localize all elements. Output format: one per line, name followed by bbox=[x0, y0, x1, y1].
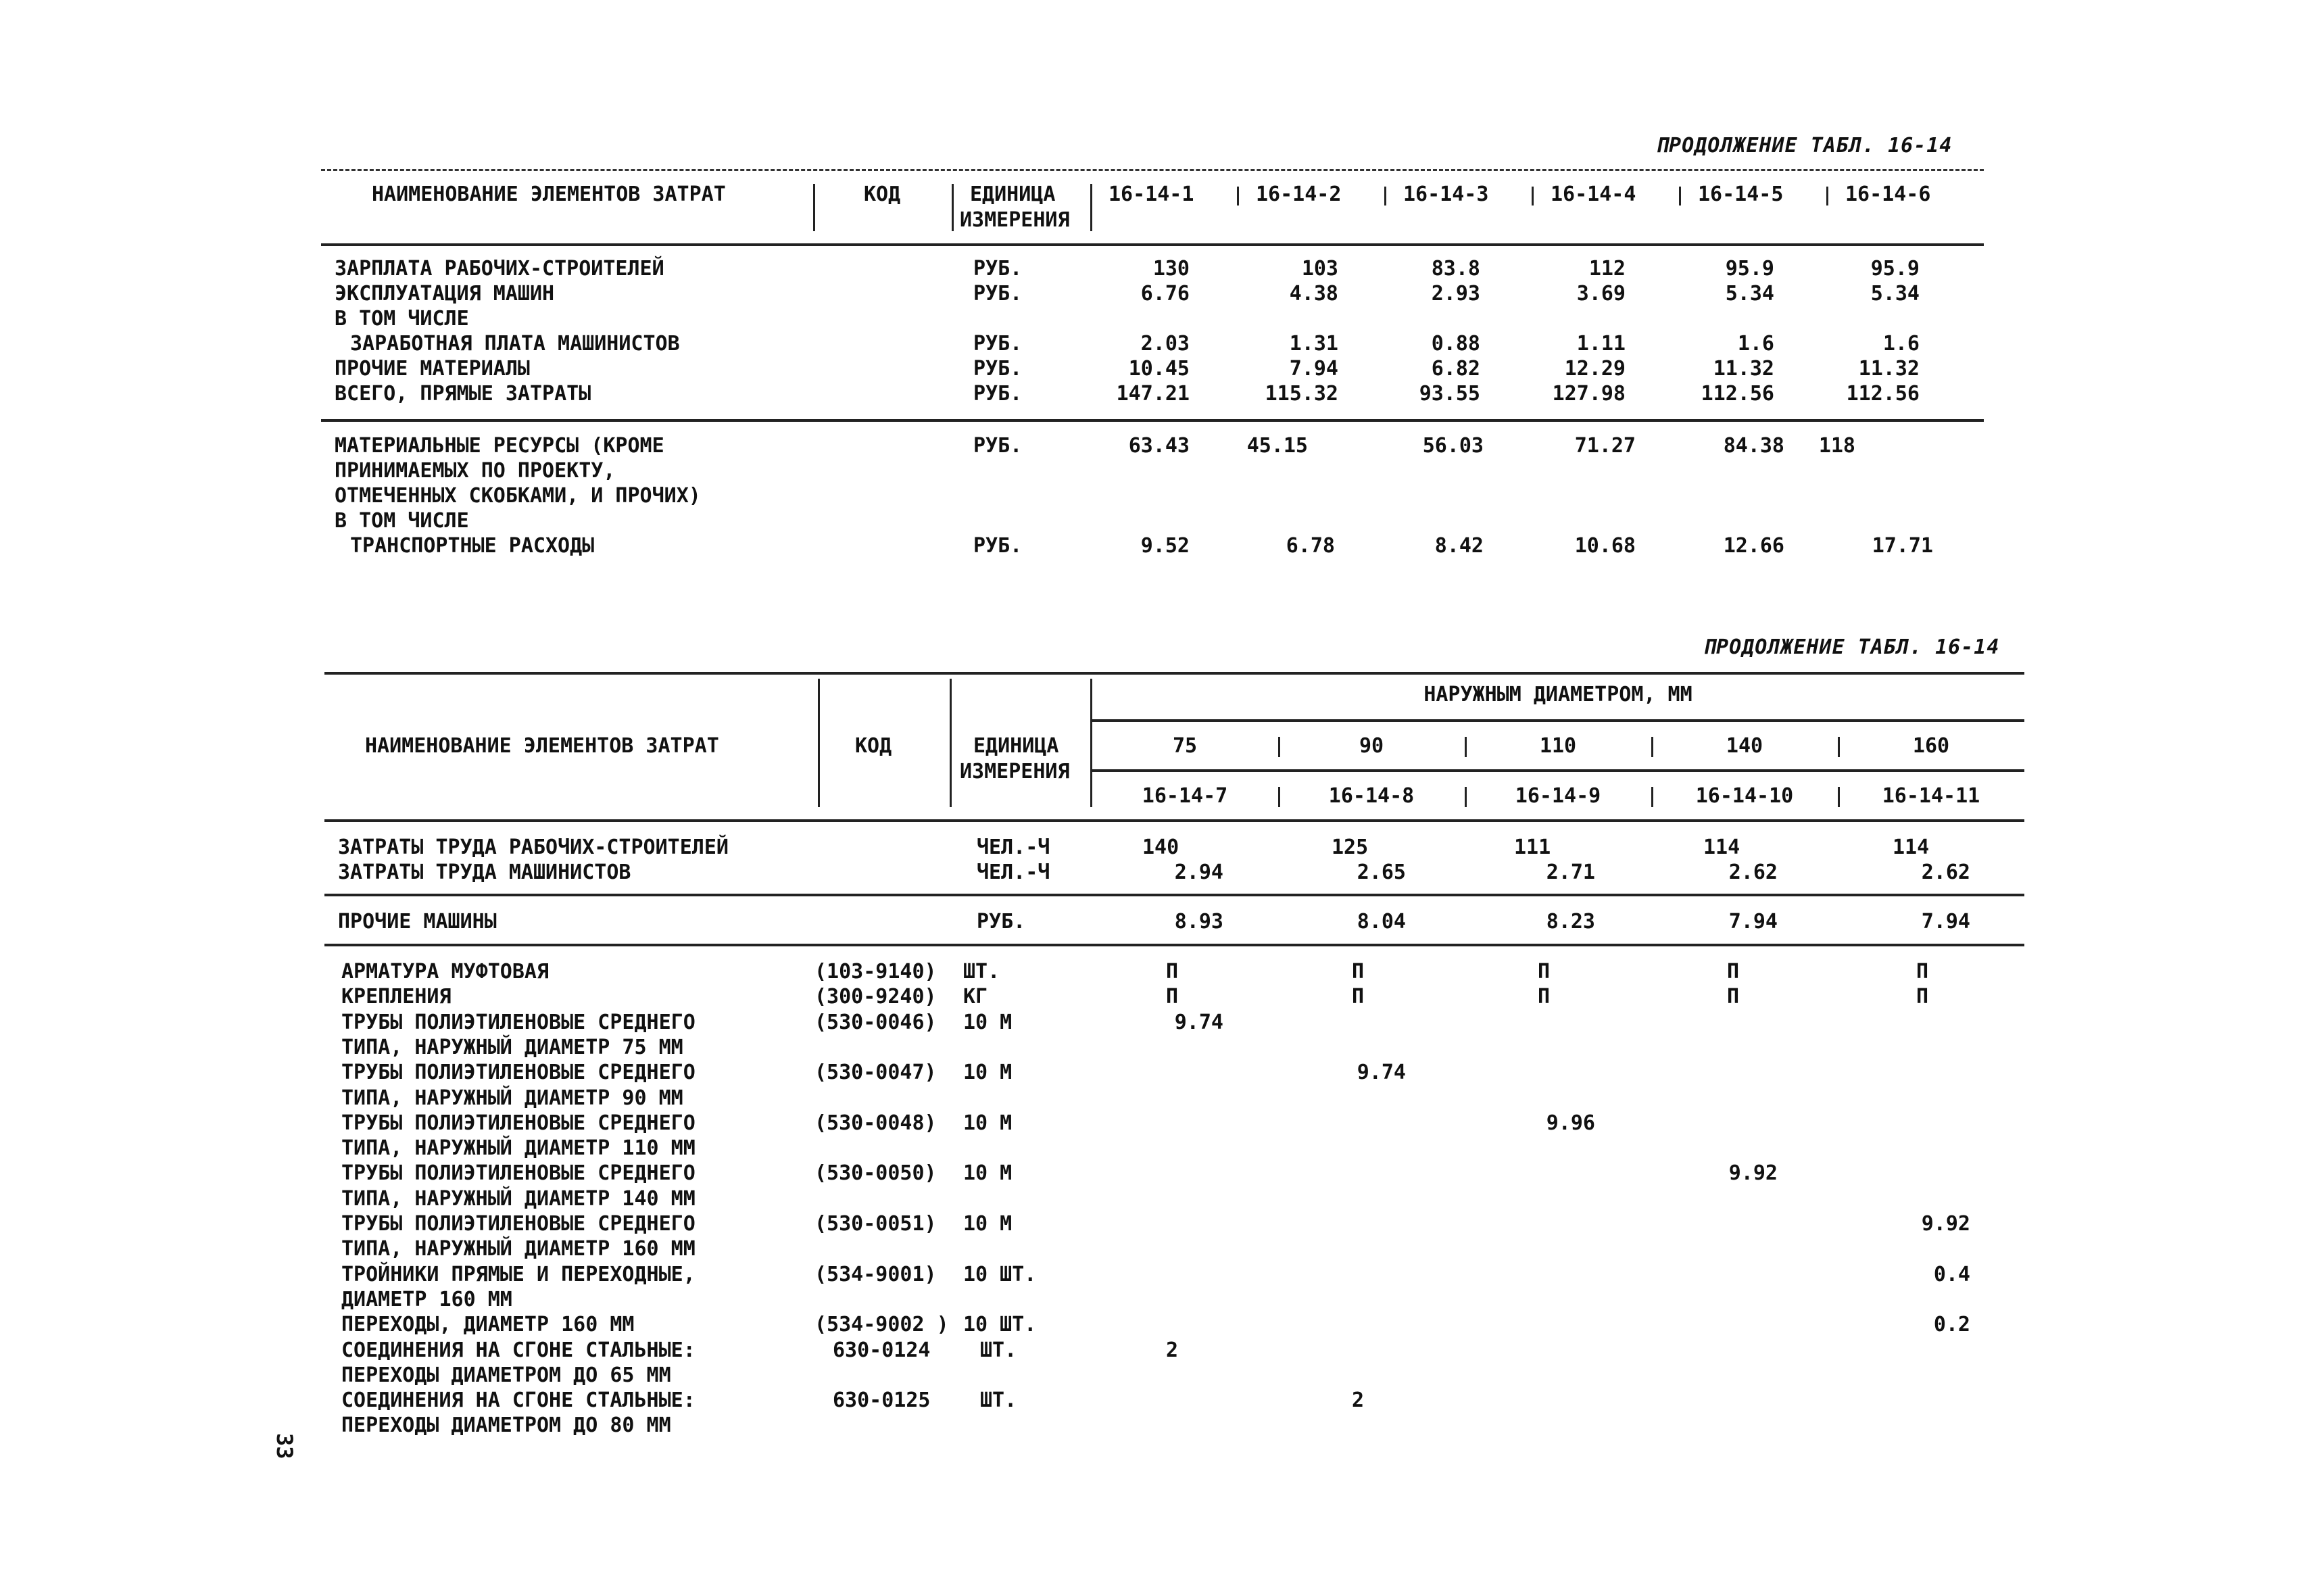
table2-material-name: АРМАТУРА МУФТОВАЯ bbox=[341, 960, 550, 984]
table1-cell: 130 bbox=[1152, 257, 1190, 281]
table2-material-unit: 10 М bbox=[963, 1212, 1013, 1236]
table2-header-divider bbox=[1278, 737, 1280, 757]
table2-header-divider bbox=[1278, 787, 1280, 807]
table2-labor-cell: 114 bbox=[1703, 836, 1740, 859]
page-number: 33 bbox=[272, 1433, 297, 1459]
table2-header-name: НАИМЕНОВАНИЕ ЭЛЕМЕНТОВ ЗАТРАТ bbox=[365, 734, 719, 758]
table2-material-cell: 9.96 bbox=[1546, 1111, 1595, 1135]
table2-header-col-3: 16-14-9 bbox=[1515, 784, 1601, 808]
table2-material-name: ТРУБЫ ПОЛИЭТИЛЕНОВЫЕ СРЕДНЕГО bbox=[341, 1061, 696, 1085]
table2-material-name: КРЕПЛЕНИЯ bbox=[341, 985, 452, 1009]
table2-material-cell: 9.92 bbox=[1921, 1212, 1970, 1236]
table1-row-name: ПРОЧИЕ МАТЕРИАЛЫ bbox=[335, 357, 530, 381]
table2-material-name: ТИПА, НАРУЖНЫЙ ДИАМЕТР 75 ММ bbox=[341, 1035, 683, 1059]
table1-cell: 2.93 bbox=[1431, 282, 1480, 306]
table1-header-unit-2: ИЗМЕРЕНИЯ bbox=[960, 208, 1070, 232]
table2-material-unit: 10 ШТ. bbox=[963, 1262, 1037, 1286]
table1-cell: 112.56 bbox=[1846, 382, 1920, 406]
table1-cell: 2.03 bbox=[1140, 332, 1190, 356]
table2-machines-name: ПРОЧИЕ МАШИНЫ bbox=[338, 910, 497, 934]
table2-material-cell: П bbox=[1538, 985, 1551, 1009]
table2-material-cell: 0.2 bbox=[1933, 1313, 1970, 1337]
table1-cell: 103 bbox=[1301, 257, 1338, 281]
table1-cell: 147.21 bbox=[1116, 382, 1190, 406]
table2-machines-unit: РУБ. bbox=[977, 910, 1026, 934]
table2-diameter-2: 90 bbox=[1359, 734, 1384, 758]
table2-material-name: СОЕДИНЕНИЯ НА СГОНЕ СТАЛЬНЫЕ: bbox=[341, 1388, 696, 1413]
table2-labor-cell: 111 bbox=[1514, 836, 1551, 859]
table1-material-cell: 63.43 bbox=[1128, 434, 1190, 458]
table1-header-rule bbox=[321, 243, 1984, 246]
table2-material-cell: П bbox=[1727, 985, 1740, 1009]
table1-row-unit: РУБ. bbox=[973, 257, 1023, 281]
table2-material-code: (534-9002 ) bbox=[814, 1313, 949, 1337]
table2-header-unit-1: ЕДИНИЦА bbox=[973, 734, 1059, 758]
table2-material-cell: П bbox=[1352, 985, 1365, 1009]
table2-machines-cell: 8.04 bbox=[1357, 910, 1406, 934]
table2-material-cell: 2 bbox=[1352, 1388, 1365, 1413]
table2-material-unit: 10 ШТ. bbox=[963, 1313, 1037, 1337]
table2-material-unit: ШТ. bbox=[980, 1338, 1017, 1362]
table2-header-col-1: 16-14-7 bbox=[1142, 784, 1228, 808]
table1-header-col-2: 16-14-2 bbox=[1256, 183, 1342, 206]
table2-material-name: ТРУБЫ ПОЛИЭТИЛЕНОВЫЕ СРЕДНЕГО bbox=[341, 1212, 696, 1236]
table2-labor-name: ЗАТРАТЫ ТРУДА МАШИНИСТОВ bbox=[338, 861, 631, 884]
table2-header-divider bbox=[1465, 787, 1467, 807]
table1-header-unit-1: ЕДИНИЦА bbox=[970, 183, 1056, 206]
table2-material-name: ПЕРЕХОДЫ ДИАМЕТРОМ ДО 80 ММ bbox=[341, 1413, 671, 1438]
table1-row-unit: РУБ. bbox=[973, 332, 1023, 356]
table2-material-name: ДИАМЕТР 160 ММ bbox=[341, 1287, 512, 1311]
table1-cell: 1.6 bbox=[1737, 332, 1774, 356]
table2-labor-name: ЗАТРАТЫ ТРУДА РАБОЧИХ-СТРОИТЕЛЕЙ bbox=[338, 836, 729, 859]
table1-transport-cell: 6.78 bbox=[1286, 534, 1335, 558]
table2-labor-cell: 2.71 bbox=[1546, 861, 1595, 884]
table2-material-cell: П bbox=[1166, 960, 1179, 984]
table2-material-unit: 10 М bbox=[963, 1161, 1013, 1186]
table2-header-divider bbox=[1651, 787, 1653, 807]
table1-row-unit: РУБ. bbox=[973, 382, 1023, 406]
table2-material-name: ТИПА, НАРУЖНЫЙ ДИАМЕТР 140 ММ bbox=[341, 1186, 696, 1211]
table2-machines-cell: 8.93 bbox=[1174, 910, 1223, 934]
table1-transport-cell: 17.71 bbox=[1872, 534, 1933, 558]
table2-labor-cell: 2.94 bbox=[1174, 861, 1223, 884]
table2-material-cell: П bbox=[1352, 960, 1365, 984]
table1-material-cell: 45.15 bbox=[1246, 434, 1308, 458]
table1-header-divider bbox=[1384, 187, 1386, 205]
table2-material-unit: 10 М bbox=[963, 1111, 1013, 1135]
table2-group-rule bbox=[1092, 719, 2024, 722]
table1-cell: 7.94 bbox=[1289, 357, 1338, 381]
table1-cell: 11.32 bbox=[1858, 357, 1920, 381]
table2-diameter-rule bbox=[1092, 769, 2024, 772]
table1-section-rule bbox=[321, 419, 1984, 422]
table2-labor-unit: ЧЕЛ.-Ч bbox=[977, 861, 1050, 884]
table2-material-name: ТИПА, НАРУЖНЫЙ ДИАМЕТР 110 ММ bbox=[341, 1136, 696, 1161]
table1-material-cell: 84.38 bbox=[1723, 434, 1784, 458]
table2-material-cell: 9.74 bbox=[1357, 1061, 1406, 1085]
table2-machines-rule bbox=[324, 944, 2024, 946]
table1-continuation-title: ПРОДОЛЖЕНИЕ ТАБЛ. 16-14 bbox=[1656, 134, 1953, 158]
table2-material-cell: П bbox=[1538, 960, 1551, 984]
table1-row-name: ЗАРПЛАТА РАБОЧИХ-СТРОИТЕЛЕЙ bbox=[335, 257, 664, 281]
table2-material-code: (530-0047) bbox=[814, 1061, 937, 1085]
table2-material-code: 630-0124 bbox=[833, 1338, 931, 1362]
table2-material-unit: 10 М bbox=[963, 1061, 1013, 1085]
table2-material-cell: 9.74 bbox=[1174, 1010, 1223, 1034]
table2-header-divider bbox=[1465, 737, 1467, 757]
table1-header-divider bbox=[1679, 187, 1681, 205]
table2-labor-cell: 125 bbox=[1332, 836, 1369, 859]
table1-cell: 10.45 bbox=[1128, 357, 1190, 381]
table2-material-unit: ШТ. bbox=[963, 960, 1000, 984]
table1-transport-cell: 8.42 bbox=[1434, 534, 1484, 558]
table2-material-code: 630-0125 bbox=[833, 1388, 931, 1413]
table1-cell: 4.38 bbox=[1289, 282, 1338, 306]
table2-material-name: ТРУБЫ ПОЛИЭТИЛЕНОВЫЕ СРЕДНЕГО bbox=[341, 1161, 696, 1186]
table1-cell: 5.34 bbox=[1870, 282, 1920, 306]
table2-material-name: СОЕДИНЕНИЯ НА СГОНЕ СТАЛЬНЫЕ: bbox=[341, 1338, 696, 1362]
table1-header-divider bbox=[1090, 184, 1092, 231]
table2-material-name: ТРОЙНИКИ ПРЯМЫЕ И ПЕРЕХОДНЫЕ, bbox=[341, 1262, 696, 1286]
table1-header-col-6: 16-14-6 bbox=[1845, 183, 1931, 206]
table1-cell: 112 bbox=[1588, 257, 1626, 281]
table2-labor-rule bbox=[324, 894, 2024, 896]
table2-diameter-3: 110 bbox=[1539, 734, 1577, 758]
table1-cell: 95.9 bbox=[1725, 257, 1774, 281]
table2-header-divider bbox=[1090, 679, 1092, 807]
table2-diameter-5: 160 bbox=[1912, 734, 1950, 758]
table2-header-col-2: 16-14-8 bbox=[1328, 784, 1415, 808]
table1-header-code: КОД bbox=[864, 183, 901, 206]
table2-labor-cell: 2.62 bbox=[1921, 861, 1970, 884]
table2-material-name: ПЕРЕХОДЫ ДИАМЕТРОМ ДО 65 ММ bbox=[341, 1363, 671, 1387]
table2-labor-cell: 2.65 bbox=[1357, 861, 1406, 884]
table1-row-name: ВСЕГО, ПРЯМЫЕ ЗАТРАТЫ bbox=[335, 382, 591, 406]
table1-header-divider bbox=[1237, 187, 1239, 205]
table2-material-cell: 9.92 bbox=[1728, 1161, 1778, 1186]
table1-material-unit: РУБ. bbox=[973, 434, 1023, 458]
table1-transport-label: ТРАНСПОРТНЫЕ РАСХОДЫ bbox=[350, 534, 595, 558]
table2-material-name: ТРУБЫ ПОЛИЭТИЛЕНОВЫЕ СРЕДНЕГО bbox=[341, 1010, 696, 1034]
table2-header-divider bbox=[1838, 737, 1840, 757]
table1-cell: 6.76 bbox=[1140, 282, 1190, 306]
table1-material-cell: 71.27 bbox=[1574, 434, 1636, 458]
table1-row-name: ЗАРАБОТНАЯ ПЛАТА МАШИНИСТОВ bbox=[350, 332, 680, 356]
table2-top-rule bbox=[324, 672, 2024, 675]
table1-cell: 127.98 bbox=[1552, 382, 1626, 406]
table1-row-name: В ТОМ ЧИСЛЕ bbox=[335, 307, 469, 331]
table2-labor-cell: 2.62 bbox=[1728, 861, 1778, 884]
table2-header-code: КОД bbox=[855, 734, 892, 758]
table1-row-unit: РУБ. bbox=[973, 357, 1023, 381]
table2-material-cell: 0.4 bbox=[1933, 1262, 1970, 1286]
table2-diameter-1: 75 bbox=[1172, 734, 1198, 758]
table2-header-col-5: 16-14-11 bbox=[1882, 784, 1980, 808]
table1-cell: 83.8 bbox=[1431, 257, 1480, 281]
table2-material-code: (530-0046) bbox=[814, 1010, 937, 1034]
table2-material-cell: П bbox=[1916, 985, 1929, 1009]
table2-machines-cell: 7.94 bbox=[1921, 910, 1970, 934]
table1-cell: 93.55 bbox=[1419, 382, 1480, 406]
table2-material-code: (103-9140) bbox=[814, 960, 937, 984]
table2-material-name: ТИПА, НАРУЖНЫЙ ДИАМЕТР 90 ММ bbox=[341, 1086, 683, 1110]
table1-cell: 6.82 bbox=[1431, 357, 1480, 381]
table2-labor-cell: 140 bbox=[1142, 836, 1179, 859]
table2-material-code: (530-0050) bbox=[814, 1161, 937, 1186]
table1-cell: 3.69 bbox=[1576, 282, 1626, 306]
table2-material-name: ТРУБЫ ПОЛИЭТИЛЕНОВЫЕ СРЕДНЕГО bbox=[341, 1111, 696, 1135]
table1-header-col-3: 16-14-3 bbox=[1403, 183, 1489, 206]
table2-header-rule bbox=[324, 819, 2024, 822]
table2-header-divider bbox=[950, 679, 952, 807]
table2-header-divider bbox=[1838, 787, 1840, 807]
table1-cell: 1.6 bbox=[1882, 332, 1920, 356]
table1-cell: 115.32 bbox=[1265, 382, 1338, 406]
table2-header-unit-2: ИЗМЕРЕНИЯ bbox=[960, 760, 1070, 783]
table1-header-col-1: 16-14-1 bbox=[1108, 183, 1194, 206]
table1-transport-cell: 12.66 bbox=[1723, 534, 1784, 558]
table1-cell: 5.34 bbox=[1725, 282, 1774, 306]
table1-cell: 0.88 bbox=[1431, 332, 1480, 356]
table1-material-cell: 56.03 bbox=[1422, 434, 1484, 458]
table1-header-divider bbox=[1532, 187, 1534, 205]
table1-row-name: ЭКСПЛУАТАЦИЯ МАШИН bbox=[335, 282, 555, 306]
table1-header-col-5: 16-14-5 bbox=[1698, 183, 1784, 206]
table1-cell: 1.11 bbox=[1576, 332, 1626, 356]
table2-material-unit: ШТ. bbox=[980, 1388, 1017, 1413]
table1-transport-unit: РУБ. bbox=[973, 534, 1023, 558]
table1-header-divider bbox=[1826, 187, 1828, 205]
table1-material-label: В ТОМ ЧИСЛЕ bbox=[335, 509, 469, 533]
table2-continuation-title: ПРОДОЛЖЕНИЕ ТАБЛ. 16-14 bbox=[1703, 635, 2000, 659]
table1-header-divider bbox=[952, 184, 954, 231]
table2-material-code: (530-0051) bbox=[814, 1212, 937, 1236]
table1-header-col-4: 16-14-4 bbox=[1551, 183, 1636, 206]
table2-material-cell: П bbox=[1916, 960, 1929, 984]
table2-material-code: (530-0048) bbox=[814, 1111, 937, 1135]
table2-material-unit: 10 М bbox=[963, 1010, 1013, 1034]
table1-top-rule bbox=[321, 169, 1984, 171]
table1-material-label: ОТМЕЧЕННЫХ СКОБКАМИ, И ПРОЧИХ) bbox=[335, 484, 701, 508]
table2-material-cell: П bbox=[1166, 985, 1179, 1009]
table1-material-label: МАТЕРИАЛЬНЫЕ РЕСУРСЫ (КРОМЕ bbox=[335, 434, 664, 458]
table2-header-divider bbox=[1651, 737, 1653, 757]
table2-material-name: ТИПА, НАРУЖНЫЙ ДИАМЕТР 160 ММ bbox=[341, 1237, 696, 1261]
table2-material-unit: КГ bbox=[963, 985, 988, 1009]
table1-cell: 1.31 bbox=[1289, 332, 1338, 356]
table2-header-divider bbox=[818, 679, 820, 807]
table2-labor-cell: 114 bbox=[1893, 836, 1930, 859]
table1-header-divider bbox=[813, 184, 815, 231]
table2-material-name: ПЕРЕХОДЫ, ДИАМЕТР 160 ММ bbox=[341, 1313, 635, 1337]
table2-header-col-4: 16-14-10 bbox=[1695, 784, 1794, 808]
table1-transport-cell: 10.68 bbox=[1574, 534, 1636, 558]
table2-material-code: (534-9001) bbox=[814, 1262, 937, 1286]
table2-material-code: (300-9240) bbox=[814, 985, 937, 1009]
table1-row-unit: РУБ. bbox=[973, 282, 1023, 306]
table1-cell: 95.9 bbox=[1870, 257, 1920, 281]
table2-labor-unit: ЧЕЛ.-Ч bbox=[977, 836, 1050, 859]
table1-material-label: ПРИНИМАЕМЫХ ПО ПРОЕКТУ, bbox=[335, 459, 616, 483]
table2-machines-cell: 7.94 bbox=[1728, 910, 1778, 934]
table1-cell: 112.56 bbox=[1701, 382, 1774, 406]
table2-header-group: НАРУЖНЫМ ДИАМЕТРОМ, ММ bbox=[1423, 683, 1692, 706]
table1-header-name: НАИМЕНОВАНИЕ ЭЛЕМЕНТОВ ЗАТРАТ bbox=[372, 183, 726, 206]
table1-material-cell: 118 bbox=[1818, 434, 1855, 458]
table2-diameter-4: 140 bbox=[1726, 734, 1763, 758]
table2-material-cell: 2 bbox=[1166, 1338, 1179, 1362]
table1-cell: 11.32 bbox=[1713, 357, 1774, 381]
table1-transport-cell: 9.52 bbox=[1140, 534, 1190, 558]
table1-cell: 12.29 bbox=[1564, 357, 1626, 381]
table2-material-cell: П bbox=[1727, 960, 1740, 984]
table2-machines-cell: 8.23 bbox=[1546, 910, 1595, 934]
